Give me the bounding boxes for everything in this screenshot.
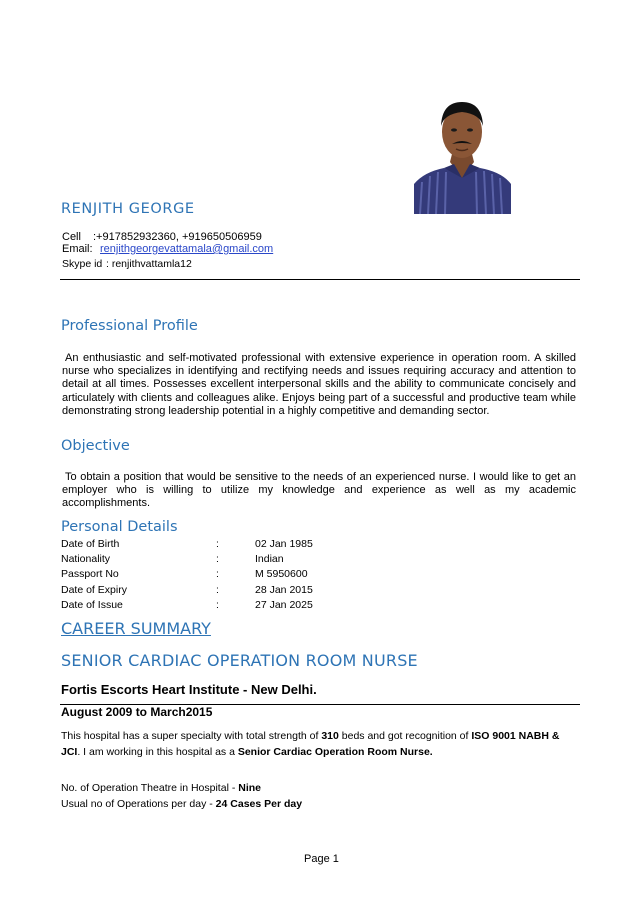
personal-sep: : bbox=[216, 583, 219, 596]
operations-line bbox=[61, 796, 581, 812]
personal-label: Nationality bbox=[61, 553, 111, 566]
email-line bbox=[62, 243, 273, 255]
desc-accreditation: ISO 9001 NABH & JCI bbox=[61, 730, 560, 758]
personal-value: M 5950600 bbox=[255, 568, 308, 581]
desc-text: beds and got recognition of bbox=[338, 730, 472, 742]
personal-label: Passport No bbox=[61, 568, 119, 581]
skype-value: : renjithvattamla12 bbox=[106, 258, 192, 270]
desc-text: This hospital has a super specialty with total strength of bbox=[61, 730, 322, 742]
personal-sep: : bbox=[216, 538, 219, 550]
cell-value: :+917852932360, +919650506959 bbox=[93, 231, 262, 243]
operations-label: Usual no of Operations per day - bbox=[61, 798, 216, 810]
theatres-value: Nine bbox=[238, 782, 261, 794]
email-label: Email: bbox=[62, 243, 93, 255]
personal-row bbox=[61, 567, 361, 582]
job-title: SENIOR CARDIAC OPERATION ROOM NURSE bbox=[61, 651, 418, 670]
theatres-line bbox=[61, 780, 581, 796]
page-number: Page 1 bbox=[304, 853, 339, 865]
personal-row bbox=[61, 552, 361, 567]
personal-label: Date of Issue bbox=[61, 598, 123, 611]
personal-sep: : bbox=[216, 553, 219, 566]
personal-sep: : bbox=[216, 598, 219, 611]
desc-text: . I am working in this hospital as a bbox=[77, 746, 238, 758]
operations-value: 24 Cases Per day bbox=[215, 798, 303, 810]
email-link[interactable]: renjithgeorgevattamala@gmail.com bbox=[100, 243, 274, 255]
career-heading: CAREER SUMMARY bbox=[61, 619, 211, 638]
personal-heading: Personal Details bbox=[61, 519, 178, 535]
personal-value: 02 Jan 1985 bbox=[255, 538, 313, 550]
hospital-name: Fortis Escorts Heart Institute - New Delhi. bbox=[61, 682, 317, 697]
skype-line bbox=[62, 258, 192, 270]
cell-label: Cell bbox=[62, 231, 81, 243]
personal-details-table bbox=[61, 537, 361, 613]
objective-text: To obtain a position that would be sensitive to the needs of an experienced nurse. I would like to get an employer who is willing to utilize my knowledge and experience as well as my academic accomplishments. bbox=[62, 471, 576, 510]
personal-label: Date of Expiry bbox=[61, 583, 127, 596]
employment-dates: August 2009 to March2015 bbox=[61, 705, 213, 719]
personal-label: Date of Birth bbox=[61, 538, 120, 550]
desc-beds: 310 bbox=[321, 730, 339, 742]
personal-value: 27 Jan 2025 bbox=[255, 598, 313, 611]
candidate-name: RENJITH GEORGE bbox=[61, 201, 195, 217]
desc-role: Senior Cardiac Operation Room Nurse. bbox=[237, 746, 433, 758]
hospital-description bbox=[61, 728, 581, 760]
personal-value: 28 Jan 2015 bbox=[255, 583, 313, 596]
personal-row bbox=[61, 583, 361, 598]
profile-photo bbox=[414, 92, 511, 214]
personal-row bbox=[61, 598, 361, 613]
personal-sep: : bbox=[216, 568, 219, 581]
theatres-label: No. of Operation Theatre in Hospital - bbox=[61, 782, 239, 794]
objective-heading: Objective bbox=[61, 438, 130, 454]
header-divider bbox=[60, 279, 580, 280]
personal-row bbox=[61, 537, 361, 552]
profile-text: An enthusiastic and self-motivated professional with extensive experience in operation room. A skilled nurse who specializes in identifying and rectifying needs and issues requiring accuracy and attention to detail at all times. Possesses excellent interpersonal skills and the ability to communicate concisely and articulately with clients and colleagues alike. Enjoys being part of a successful and productive team while demonstrating strong leadership potential in a highly competitive and demanding sector. bbox=[62, 352, 576, 417]
personal-value: Indian bbox=[255, 553, 284, 566]
cell-line bbox=[62, 231, 262, 243]
skype-label: Skype id bbox=[62, 258, 103, 270]
profile-heading: Professional Profile bbox=[61, 318, 198, 334]
